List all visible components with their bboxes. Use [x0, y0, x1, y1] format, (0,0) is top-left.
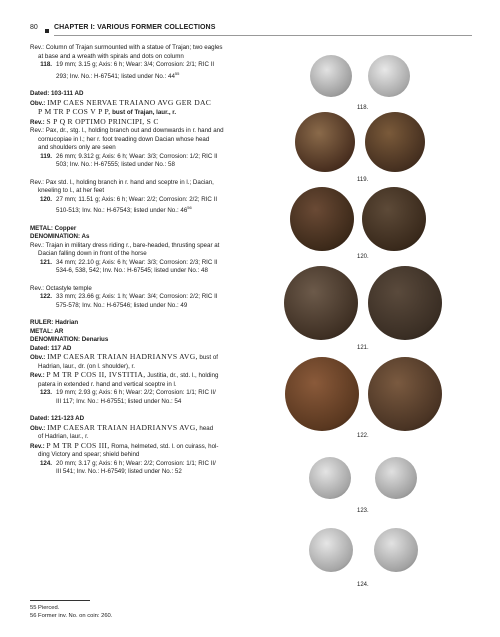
header-bullet — [45, 29, 49, 33]
coin-123-reverse — [375, 457, 417, 499]
footnote-rule — [30, 600, 90, 601]
rev-desc-cont: and shoulders only are seen — [38, 144, 116, 152]
coin-122-reverse — [368, 357, 442, 431]
entry-number: 122. — [39, 293, 52, 301]
footnote-ref: 56 — [187, 205, 192, 211]
coin-121-obverse — [284, 266, 358, 340]
plate-label-123: 123. — [357, 508, 369, 514]
coin-124-reverse — [374, 528, 418, 572]
coin-124-obverse — [309, 528, 353, 572]
coin-121-reverse — [368, 266, 442, 340]
entry-122-cont: 575-578; Inv. No.: H-67546; listed under No.: 49 — [56, 301, 188, 309]
coin-119-reverse — [365, 112, 425, 172]
obverse-legend: Obv.: IMP CAESAR TRAIAN HADRIANVS AVG, bust of — [30, 352, 218, 362]
metal-heading: METAL: AR — [30, 327, 64, 335]
entry-124: 124. 20 mm; 3.17 g; Axis: 6 h; Wear: 2/2; Corrosion: 1/1; RIC II/ — [30, 460, 286, 469]
coin-119-obverse — [295, 112, 355, 172]
coin-118-obverse — [310, 55, 352, 97]
rev-desc: Rev.: Pax std. l., holding branch in r. hand and sceptre in l.; Dacian, — [30, 178, 214, 186]
denomination-heading: DENOMINATION: Denarius — [30, 336, 109, 344]
rev-desc-cont: cornucopiae in l.; her r. foot treading down Dacian whose head — [38, 135, 210, 143]
entry-124-cont: III 541; Inv. No.: H-67549; listed under No.: 52 — [56, 468, 182, 476]
obverse-legend-cont: Hadrian, laur., dr. (on l. shoulder), r. — [38, 362, 135, 370]
footnote-ref: 55 — [174, 70, 180, 76]
entry-122: 122. 33 mm; 23.66 g; Axis: 1 h; Wear: 3/4; Corrosion: 2/2; RIC II — [30, 293, 286, 302]
entry-number: 120. — [39, 195, 52, 203]
footnote-55: 55 Pierced. — [30, 605, 60, 611]
rev-desc: Rev.: Pax, dr., stg. l., holding branch out and downwards in r. hand and — [30, 127, 224, 135]
obverse-legend: Obv.: IMP CAES NERVAE TRAIANO AVG GER DAC — [30, 97, 212, 107]
rev-desc: Rev.: Trajan in military dress riding r., bare-headed, thrusting spear at — [30, 241, 220, 249]
entry-118: 118. 19 mm; 3.15 g; Axis: 6 h; Wear: 3/4; Corrosion: 2/1; RIC II — [30, 61, 286, 70]
date-heading: Dated: 117 AD — [30, 344, 72, 352]
plate-label-122: 122. — [357, 433, 369, 439]
entry-number: 119. — [40, 152, 52, 160]
entry-120-cont: 510-513; Inv. No.: H-67543; listed under No.: $46^{56}$ — [56, 205, 192, 215]
reverse-legend: Rev.: S P Q R OPTIMO PRINCIPI, S C — [30, 116, 159, 126]
header-rule — [54, 35, 472, 36]
reverse-legend: Rev.: P M TR P COS II, IVSTITIA, Justitia, dr., std. l., holding — [30, 370, 219, 380]
date-heading: Dated: 103-111 AD — [30, 90, 84, 98]
rev-desc-cont: kneeling to l., at her feet — [38, 187, 105, 195]
reverse-legend-cont: ding Victory and spear; shield behind — [38, 451, 140, 459]
metal-heading: METAL: Copper — [30, 224, 77, 232]
entry-118-cont: 293; Inv. No.: H-67541; listed under No.: $44^{55}$ — [56, 70, 180, 80]
entry-121: 121. 34 mm; 22.10 g; Axis: 6 h; Wear: 3/3; Corrosion: 2/3; RIC II — [30, 259, 286, 268]
footnotes — [30, 600, 286, 620]
entry-119-cont: 503; Inv. No.: H-67555; listed under No.: 58 — [56, 161, 175, 169]
reverse-legend: Rev.: P M TR P COS III, Roma, helmeted, std. l. on cuirass, hol- — [30, 440, 219, 450]
ruler-heading: RULER: Hadrian — [30, 319, 79, 327]
plate-label-120: 120. — [357, 254, 369, 260]
entry-123: 123. 19 mm; 2.93 g; Axis: 6 h; Wear: 2/2; Corrosion: 1/1; RIC II/ — [30, 389, 286, 398]
entry-121-cont: 534-6, 538, 542; Inv. No.: H-67545; listed under No.: 48 — [56, 267, 208, 275]
coin-120-obverse — [290, 187, 354, 251]
page-number: 80 — [30, 24, 38, 31]
denomination-heading: DENOMINATION: As — [30, 233, 90, 241]
running-header — [30, 24, 472, 36]
rev-desc: Rev.: Column of Trajan surmounted with a statue of Trajan; two eagles — [30, 44, 223, 51]
plate-label-121: 121. — [357, 345, 369, 351]
catalogue-text — [30, 44, 286, 477]
entry-number: 118. — [40, 61, 52, 68]
rev-desc-cont: at base and a wreath with spirals and dots on column — [38, 52, 184, 60]
footnote-56: 56 Former inv. No. on coin: 260. — [30, 613, 113, 619]
rev-desc-cont: Dacian falling down in front of the horse — [38, 250, 147, 258]
chapter-title: CHAPTER I: VARIOUS FORMER COLLECTIONS — [54, 24, 216, 31]
entry-120: 120. 27 mm; 11.51 g; Axis: 6 h; Wear: 2/2; Corrosion: 2/2; RIC II — [30, 196, 286, 205]
entry-number: 124. — [39, 459, 52, 467]
obverse-legend-cont: P M TR P COS V P P, bust of Trajan, laur., r. — [38, 107, 177, 117]
reverse-legend-cont: patera in extended r. hand and vertical sceptre in l. — [38, 380, 177, 388]
obverse-legend-cont: of Hadrian, laur., r. — [38, 433, 89, 441]
entry-119: 119. 26 mm; 9.312 g; Axis: 6 h; Wear: 3/3; Corrosion: 1/2; RIC II — [30, 153, 286, 162]
coin-123-obverse — [309, 457, 351, 499]
coin-120-reverse — [362, 187, 426, 251]
obverse-legend: Obv.: IMP CAESAR TRAIAN HADRIANVS AVG, head — [30, 422, 214, 432]
plate-label-124: 124. — [357, 582, 369, 588]
coin-122-obverse — [285, 357, 359, 431]
entry-123-cont: III 117; Inv. No.: H-67551; listed under No.: 54 — [56, 397, 182, 405]
entry-number: 123. — [39, 389, 52, 397]
date-heading: Dated: 121-123 AD — [30, 415, 85, 423]
plate-label-119: 119. — [357, 177, 369, 183]
entry-number: 121. — [39, 258, 52, 266]
plate-label-118: 118. — [357, 105, 369, 111]
coin-118-reverse — [368, 55, 410, 97]
rev-desc: Rev.: Octastyle temple — [30, 284, 92, 292]
